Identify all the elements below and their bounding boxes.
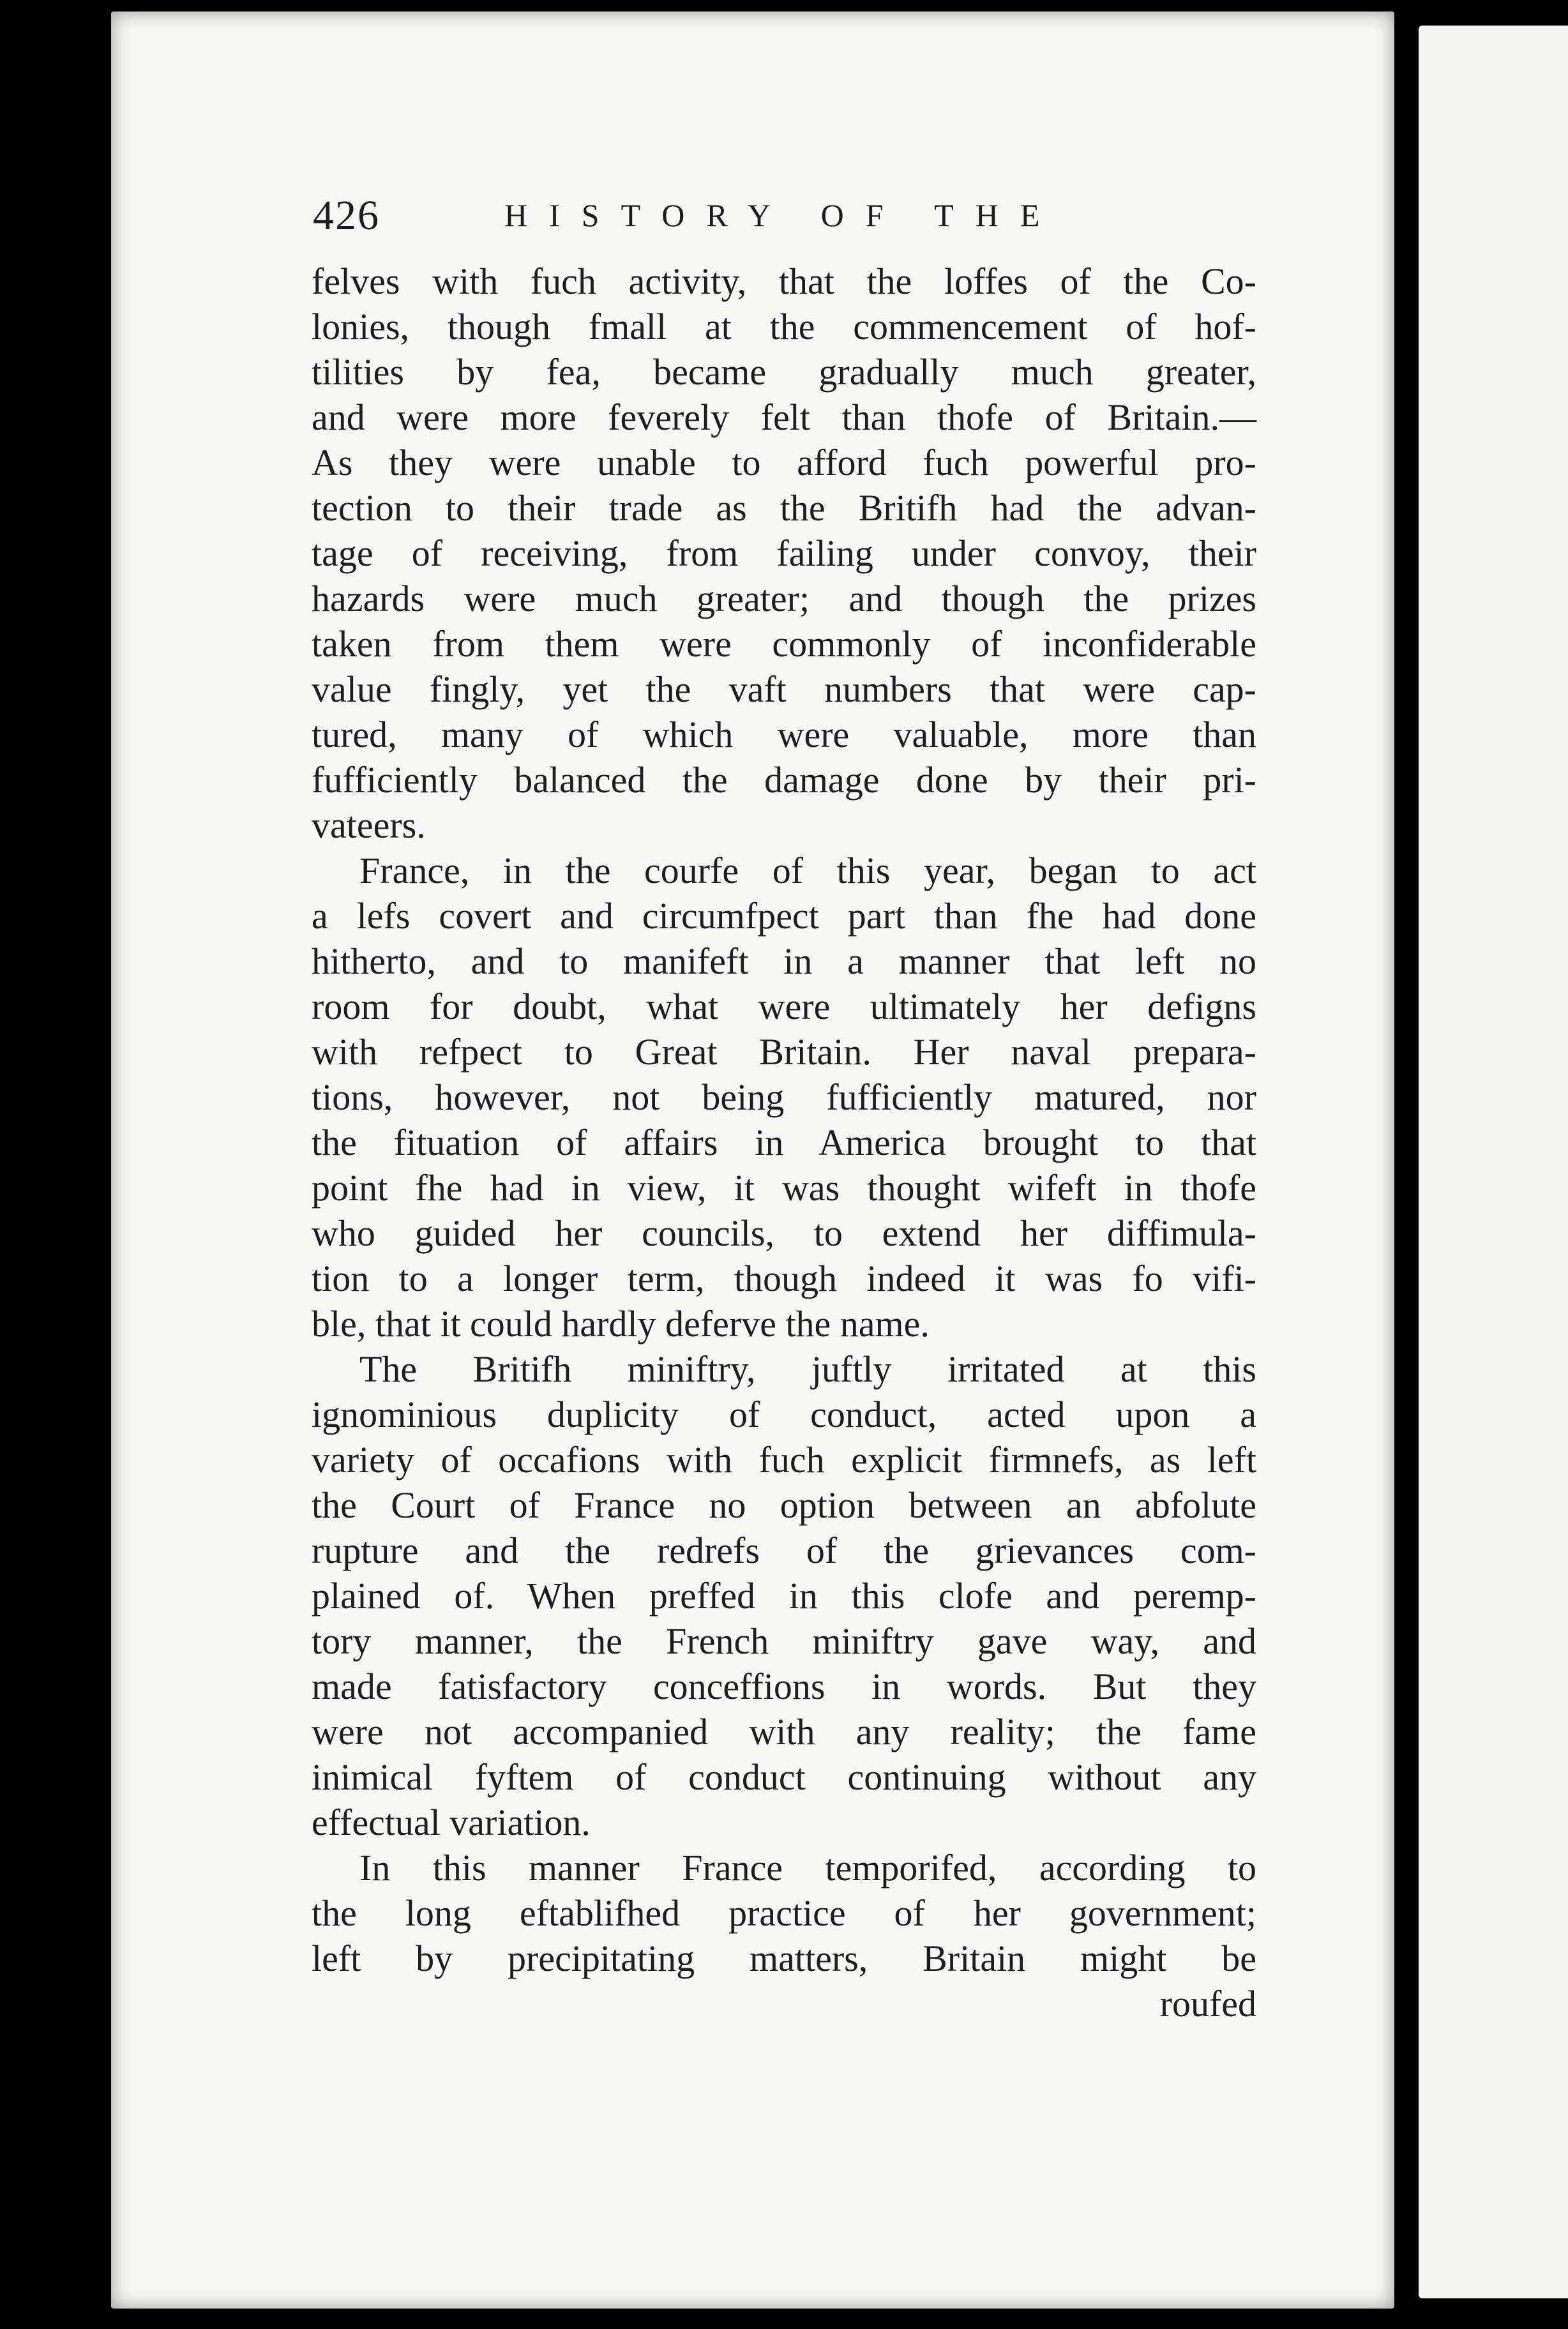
text-line: plained of. When preffed in this clofe and peremp- (312, 1575, 1256, 1617)
text-line: ignominious duplicity of conduct, acted upon a (312, 1394, 1256, 1435)
text-line: fufficiently balanced the damage done by their pri- (312, 759, 1256, 801)
text-line: tions, however, not being fufficiently matured, nor (312, 1076, 1256, 1118)
text-line: effectual variation. (312, 1802, 591, 1843)
text-line: inimical fyftem of conduct continuing without any (312, 1756, 1256, 1798)
text-line: and were more feverely felt than thofe of Britain.— (312, 396, 1256, 438)
text-line: with refpect to Great Britain. Her naval prepara- (312, 1031, 1256, 1073)
text-line: ble, that it could hardly deferve the name. (312, 1303, 930, 1345)
text-line: tured, many of which were valuable, more than (312, 714, 1256, 755)
text-line: lonies, though fmall at the commencement of hof- (312, 306, 1256, 347)
text-line: a lefs covert and circumfpect part than fhe had done (312, 895, 1256, 937)
text-line: vateers. (312, 804, 426, 846)
text-line: hitherto, and to manifeft in a manner that left no (312, 940, 1256, 982)
facing-page-edge (1419, 26, 1568, 2298)
text-line: tion to a longer term, though indeed it was fo vifi- (312, 1258, 1256, 1299)
text-line: tage of receiving, from failing under convoy, their (312, 532, 1256, 574)
text-line: The Britifh miniftry, juftly irritated at this (359, 1348, 1256, 1390)
text-line: value fingly, yet the vaft numbers that were cap- (312, 668, 1256, 710)
text-line: the long eftablifhed practice of her government; (312, 1892, 1256, 1934)
text-line: hazards were much greater; and though the prizes (312, 578, 1256, 619)
text-line: were not accompanied with any reality; the fame (312, 1711, 1256, 1752)
text-line: who guided her councils, to extend her diffimula- (312, 1212, 1256, 1254)
page-header (313, 192, 1283, 249)
text-line: point fhe had in view, it was thought wifeft in thofe (312, 1167, 1256, 1209)
text-line: room for doubt, what were ultimately her defigns (312, 986, 1256, 1027)
text-line: tory manner, the French miniftry gave way, and (312, 1620, 1256, 1662)
text-line: the Court of France no option between an abfolute (312, 1484, 1256, 1526)
text-line: In this manner France temporifed, according to (359, 1847, 1256, 1888)
body-text (312, 259, 1256, 2026)
text-line: felves with fuch activity, that the loffes of the Co- (312, 260, 1256, 302)
text-line: France, in the courfe of this year, began to act (359, 850, 1256, 891)
text-line: taken from them were commonly of inconfiderable (312, 623, 1256, 665)
text-line: tection to their trade as the Britifh had the advan- (312, 487, 1256, 529)
text-line: variety of occafions with fuch explicit firmnefs, as left (312, 1439, 1256, 1481)
page-number: 426 (313, 192, 380, 239)
running-head: HISTORY OF THE (504, 197, 1062, 233)
text-line: left by precipitating matters, Britain might be (312, 1938, 1256, 1979)
text-line: As they were unable to afford fuch powerful pro- (312, 442, 1256, 483)
text-line: made fatisfactory conceffions in words. But they (312, 1666, 1256, 1707)
text-line: tilities by fea, became gradually much greater, (312, 351, 1256, 393)
text-line: rupture and the redrefs of the grievances com- (312, 1530, 1256, 1571)
catchword: roufed (1159, 1983, 1256, 2024)
text-line: the fituation of affairs in America brought to that (312, 1122, 1256, 1163)
